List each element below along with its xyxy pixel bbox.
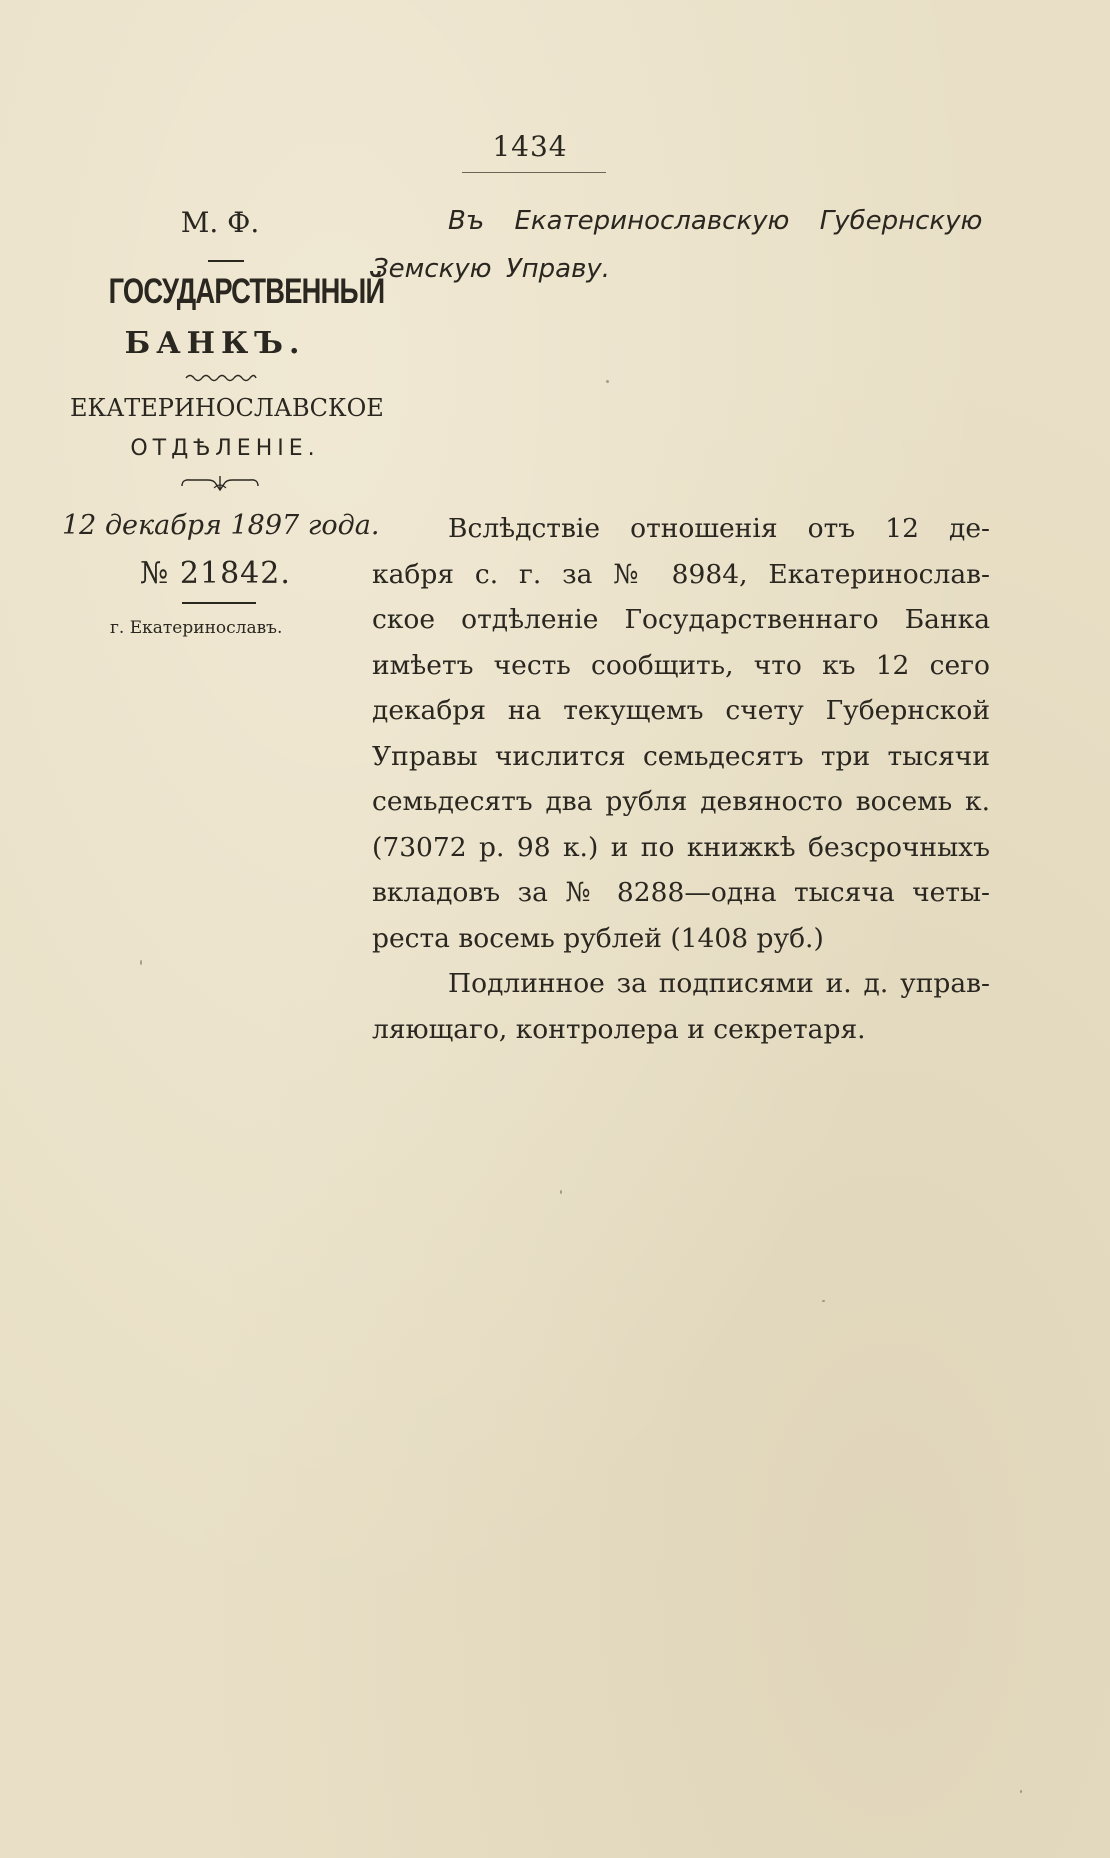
body-line: имѣетъ честь сообщить, что къ 12 сего <box>372 649 990 681</box>
body-line: вкладовъ за № 8288—одна тысяча четы- <box>372 877 990 908</box>
body-line: декабря на текущемъ счету Губернской <box>372 695 990 726</box>
ministry-rule <box>208 260 244 262</box>
body-line: кабря с. г. за № 8984, Екатеринослав- <box>372 558 990 590</box>
page-number-rule <box>462 172 606 173</box>
body-line: семьдесятъ два рубля девяносто восемь к. <box>372 786 990 817</box>
wave-ornament-icon <box>184 372 258 384</box>
paper-speck <box>606 380 609 383</box>
addressee-line-2: Земскую Управу. <box>372 254 611 284</box>
paper-speck <box>822 1300 825 1302</box>
paper-speck <box>1020 1790 1022 1793</box>
body-line: Вслѣдствіе отношенія отъ 12 де- <box>448 513 990 544</box>
paper-speck <box>560 1190 562 1194</box>
bank-subtitle: БАНКЪ. <box>124 326 306 361</box>
body-line: ляющаго, контролера и секретаря. <box>372 1013 866 1045</box>
body-line: ское отдѣленіе Государственнаго Банка <box>372 604 990 635</box>
document-number: № 21842. <box>140 556 291 591</box>
body-line: реста восемь рублей (1408 руб.) <box>372 922 824 954</box>
ministry-abbreviation: М. Ф. <box>180 206 260 239</box>
letter-date: 12 декабря 1897 года. <box>62 510 380 541</box>
bank-title: ГОСУДАРСТВЕННЫЙ <box>108 272 385 311</box>
flourish-ornament-icon <box>178 474 262 494</box>
body-line: Подлинное за подписями и. д. управ- <box>448 968 990 999</box>
branch-name: ЕКАТЕРИНОСЛАВСКОЕ <box>70 394 384 422</box>
place-of-issue: г. Екатеринославъ. <box>110 618 283 638</box>
number-rule <box>182 602 256 604</box>
page-number: 1434 <box>492 130 568 163</box>
body-line: Управы числится семьдесятъ три тысячи <box>372 740 990 772</box>
branch-department: ОТДѢЛЕНІЕ. <box>130 436 320 461</box>
paper-speck <box>140 960 142 965</box>
letter-body <box>372 506 990 1052</box>
body-line: (73072 р. 98 к.) и по книжкѣ безсрочныхъ <box>372 831 990 863</box>
addressee-line-1: Въ Екатеринославскую Губернскую <box>448 206 983 236</box>
